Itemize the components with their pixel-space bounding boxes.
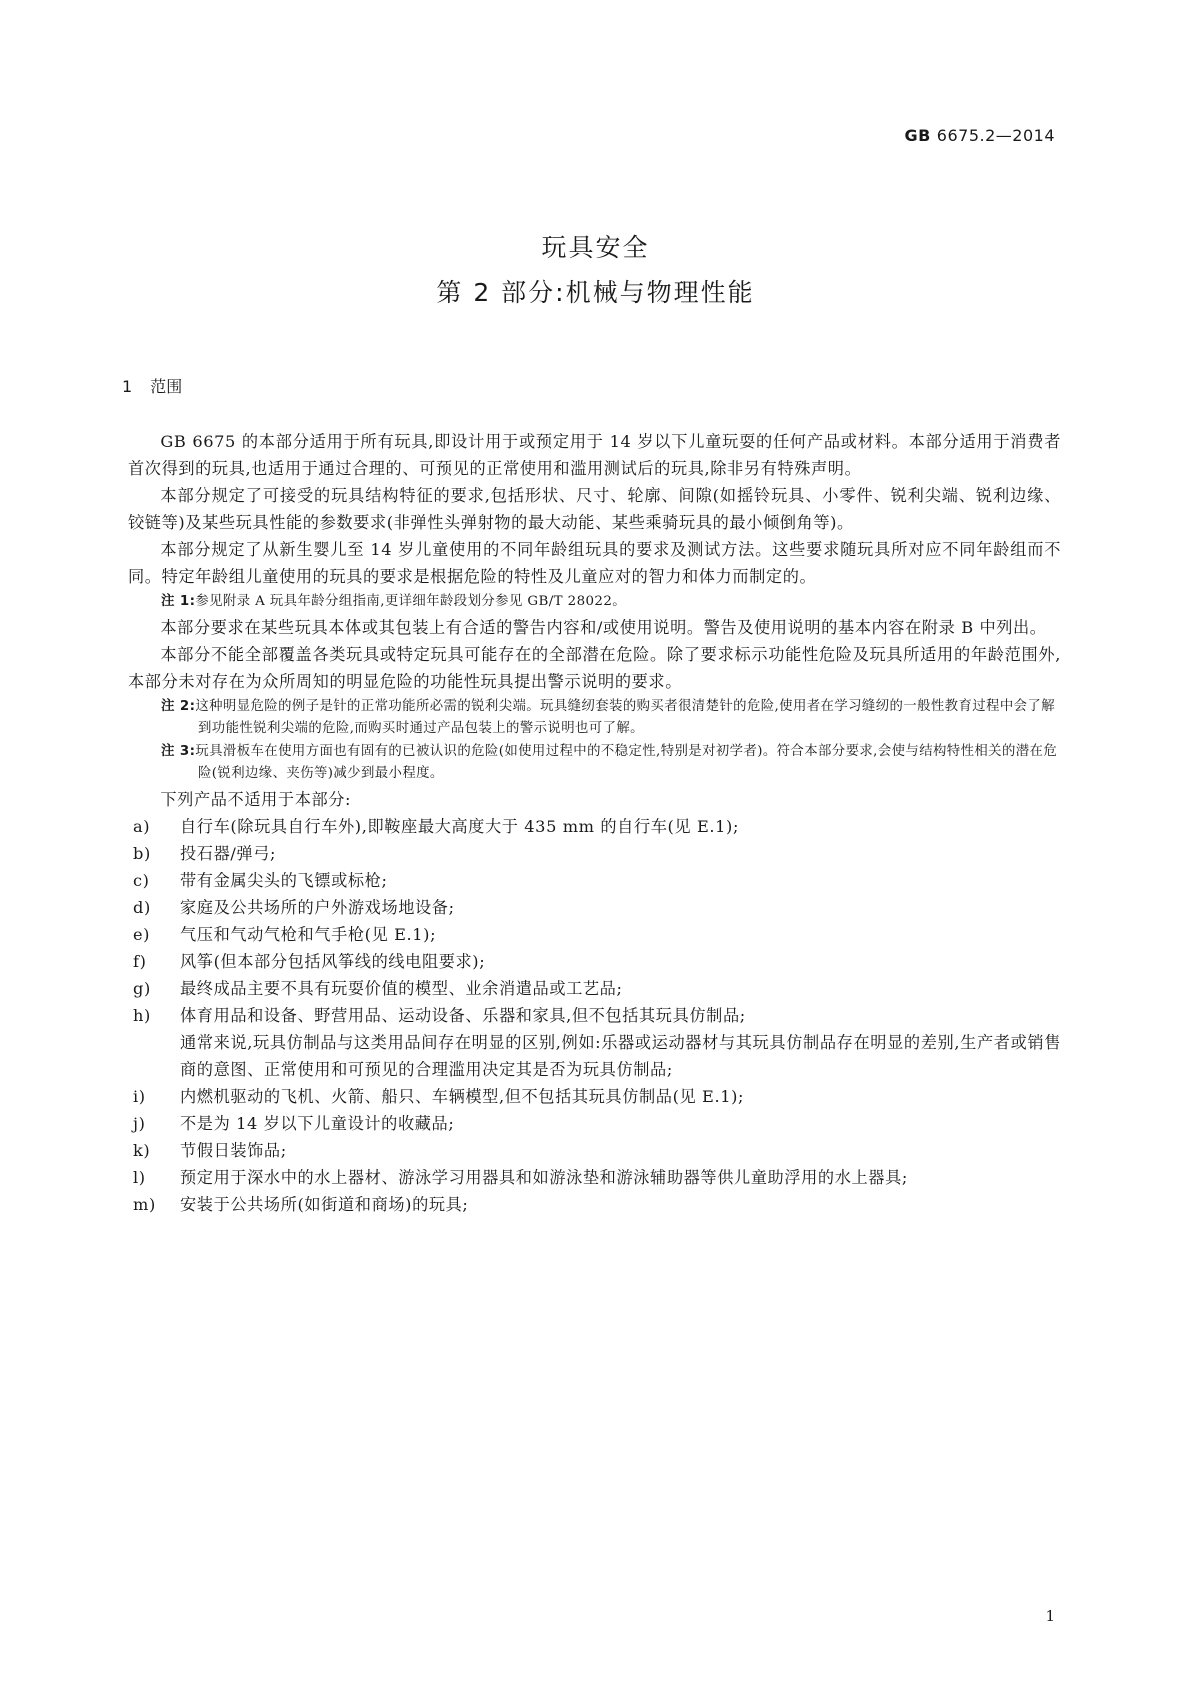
list-item [128,1002,1061,1029]
list-text: 气压和气动气枪和气手枪(见 E.1); [180,925,437,944]
paragraph: 本部分规定了可接受的玩具结构特征的要求,包括形状、尺寸、轮廓、间隙(如摇铃玩具、小零件、锐利尖端、锐利边缘、铰链等)及某些玩具性能的参数要求(非弹性头弹射物的最大动能、某些乘骑玩具的最小倾倒角等)。 [128,486,1061,532]
exclusion-list [128,813,1061,1218]
list-label: j) [133,1114,146,1133]
list-label: c) [133,871,150,890]
list-item [128,840,1061,867]
list-item [128,1164,1061,1191]
note-text: 这种明显危险的例子是针的正常功能所必需的锐利尖端。玩具缝纫套装的购买者很清楚针的危险,使用者在学习缝纫的一般性教育过程中会了解到功能性锐利尖端的危险,而购买时通过产品包装上的警示说明也可了解。 [195,699,1055,736]
document-title: 玩具安全 [541,233,650,262]
list-label: d) [133,898,151,917]
list-label: a) [133,817,151,836]
note-3 [128,741,1061,785]
list-label: i) [133,1087,146,1106]
list-text: 最终成品主要不具有玩耍价值的模型、业余消遣品或工艺品; [180,979,623,998]
list-item [128,813,1061,840]
list-label: g) [133,979,151,998]
list-item [128,1083,1061,1110]
paragraph: 本部分要求在某些玩具本体或其包装上有合适的警告内容和/或使用说明。警告及使用说明的基本内容在附录 B 中列出。 [160,618,1047,637]
list-text: 投石器/弹弓; [180,844,277,863]
list-item-continuation [128,1029,1061,1083]
note-2 [128,696,1061,740]
paragraph: GB 6675 的本部分适用于所有玩具,即设计用于或预定用于 14 岁以下儿童玩耍的任何产品或材料。本部分适用于消费者首次得到的玩具,也适用于通过合理的、可预见的正常使用和滥用测试后的玩具,除非另有特殊声明。 [128,432,1061,478]
list-item [128,948,1061,975]
list-item [128,975,1061,1002]
list-text: 节假日装饰品; [180,1141,287,1160]
list-text: 通常来说,玩具仿制品与这类用品间存在明显的区别,例如:乐器或运动器材与其玩具仿制品存在明显的差别,生产者或销售商的意图、正常使用和可预见的合理滥用决定其是否为玩具仿制品; [180,1033,1061,1079]
list-item [128,1191,1061,1218]
list-text: 安装于公共场所(如街道和商场)的玩具; [180,1195,469,1214]
list-label: l) [133,1168,146,1187]
list-text: 不是为 14 岁以下儿童设计的收藏品; [180,1114,455,1133]
list-text: 家庭及公共场所的户外游戏场地设备; [180,898,455,917]
list-label: m) [133,1195,156,1214]
list-label: b) [133,844,151,863]
list-label: h) [133,1006,151,1025]
page-number: 1 [1045,1607,1055,1625]
list-label: f) [133,952,147,971]
list-label: k) [133,1141,151,1160]
list-item [128,1110,1061,1137]
list-intro: 下列产品不适用于本部分: [160,790,352,809]
list-item [128,921,1061,948]
standard-number: 6675.2—2014 [936,126,1055,145]
note-label: 注 3: [161,744,196,759]
section-title: 范围 [150,377,183,396]
list-text: 内燃机驱动的飞机、火箭、船只、车辆模型,但不包括其玩具仿制品(见 E.1); [180,1087,745,1106]
list-label [133,1029,180,1083]
list-text: 带有金属尖头的飞镖或标枪; [180,871,388,890]
list-text: 风筝(但本部分包括风筝线的线电阻要求); [180,952,486,971]
standard-code [904,126,1055,145]
note-text: 玩具滑板车在使用方面也有固有的已被认识的危险(如使用过程中的不稳定性,特别是对初学者)。符合本部分要求,会使与结构特性相关的潜在危险(锐利边缘、夹伤等)减少到最小程度。 [195,744,1058,781]
standard-prefix: GB [904,126,931,145]
document-body [128,428,1061,1218]
list-item [128,894,1061,921]
list-label: e) [133,925,151,944]
section-number: 1 [122,377,133,396]
document-subtitle: 第 2 部分:机械与物理性能 [436,278,755,307]
paragraph: 本部分规定了从新生婴儿至 14 岁儿童使用的不同年龄组玩具的要求及测试方法。这些要求随玩具所对应不同年龄组而不同。特定年龄组儿童使用的玩具的要求是根据危险的特性及儿童应对的智力和体力而制定的。 [128,540,1061,586]
list-text: 体育用品和设备、野营用品、运动设备、乐器和家具,但不包括其玩具仿制品; [180,1006,746,1025]
list-text: 预定用于深水中的水上器材、游泳学习用器具和如游泳垫和游泳辅助器等供儿童助浮用的水上器具; [180,1168,908,1187]
section-heading [122,374,182,397]
note-label: 注 1: [161,594,196,609]
paragraph: 本部分不能全部覆盖各类玩具或特定玩具可能存在的全部潜在危险。除了要求标示功能性危险及玩具所适用的年龄范围外,本部分未对存在为众所周知的明显危险的功能性玩具提出警示说明的要求。 [128,645,1061,691]
list-text: 自行车(除玩具自行车外),即鞍座最大高度大于 435 mm 的自行车(见 E.1); [180,817,739,836]
note-1 [128,591,1061,613]
list-item [128,867,1061,894]
list-item [128,1137,1061,1164]
note-label: 注 2: [161,699,196,714]
note-text: 参见附录 A 玩具年龄分组指南,更详细年龄段划分参见 GB/T 28022。 [195,594,627,609]
